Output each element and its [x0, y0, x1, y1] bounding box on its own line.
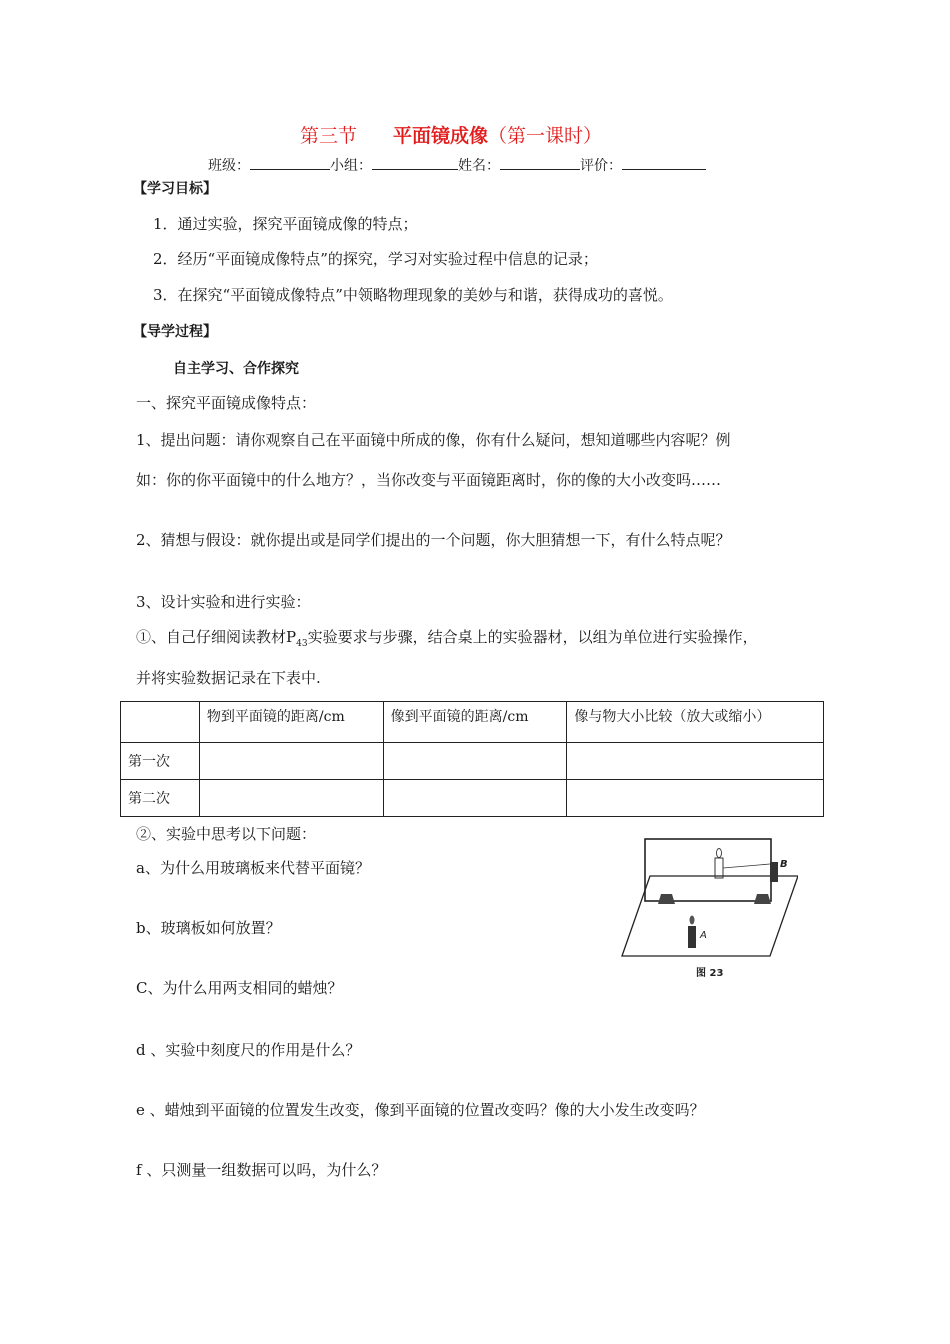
- question-c: C、为什么用两支相同的蜡烛？: [136, 979, 343, 997]
- candle-b: [770, 859, 788, 882]
- glass-stand-right: [754, 894, 771, 904]
- class-label: 班级：: [208, 158, 250, 174]
- step1-line1: [136, 627, 758, 654]
- eval-label: 评价：: [580, 158, 622, 174]
- glass-stand-left: [658, 894, 675, 904]
- goal-item-2: 2．经历“平面镜成像特点”的探究，学习对实验过程中信息的记录；: [153, 250, 598, 268]
- header-cell-blank: [121, 702, 200, 743]
- question1-line2: 如：你的你平面镜中的什么地方？，当你改变与平面镜距离时，你的像的大小改变吗……: [136, 471, 722, 489]
- student-info-line: [208, 155, 706, 175]
- step1-text-b: 实验要求与步骤，结合桌上的实验器材，以组为单位进行实验操作，: [307, 628, 758, 646]
- title-topic: 平面镜成像: [393, 125, 489, 147]
- row-label: 第一次: [121, 743, 200, 780]
- eval-field[interactable]: [622, 155, 706, 170]
- header-image-distance: 像到平面镜的距离/cm: [383, 702, 567, 743]
- step1-page-sub: 43: [296, 639, 308, 649]
- header-size-comparison: 像与物大小比较（放大或缩小）: [567, 702, 824, 743]
- goal-item-1: 1．通过实验，探究平面镜成像的特点；: [153, 215, 418, 233]
- candle-image: [715, 849, 723, 879]
- questions-intro: ②、实验中思考以下问题：: [136, 825, 317, 843]
- name-field[interactable]: [500, 155, 580, 170]
- question1-line1: 1、提出问题：请你观察自己在平面镜中所成的像，你有什么疑问，想知道哪些内容呢？例: [136, 431, 731, 449]
- page-title: [300, 123, 602, 149]
- table-cell[interactable]: [567, 780, 824, 817]
- question2: 2、猜想与假设：就你提出或是同学们提出的一个问题，你大胆猜想一下，有什么特点呢？: [136, 531, 731, 549]
- experiment-figure: [620, 834, 798, 982]
- group-label: 小组：: [330, 158, 372, 174]
- class-field[interactable]: [250, 155, 330, 170]
- goals-heading: 【学习目标】: [133, 181, 217, 197]
- question-b: b、玻璃板如何放置？: [136, 919, 281, 937]
- table-row: [121, 780, 824, 817]
- question-a: a、为什么用玻璃板来代替平面镜？: [136, 859, 370, 877]
- sight-line: [723, 864, 770, 868]
- goal-item-3: 3．在探究“平面镜成像特点”中领略物理现象的美妙与和谐，获得成功的喜悦。: [153, 286, 673, 304]
- table-cell[interactable]: [199, 743, 383, 780]
- table-header-row: [121, 702, 824, 743]
- step1-text-a: ①、自己仔细阅读教材P: [136, 628, 297, 646]
- step1-line2: 并将实验数据记录在下表中.: [136, 669, 321, 687]
- title-lesson: （第一课时）: [488, 125, 603, 147]
- table-row: [121, 743, 824, 780]
- candle-a-label: A: [700, 930, 707, 941]
- header-object-distance: 物到平面镜的距离/cm: [199, 702, 383, 743]
- process-subheading: 自主学习、合作探究: [173, 361, 299, 377]
- question3: 3、设计实验和进行实验：: [136, 593, 311, 611]
- table-cell[interactable]: [199, 780, 383, 817]
- table-cell[interactable]: [383, 743, 567, 780]
- title-section: 第三节: [300, 125, 358, 147]
- row-label: 第二次: [121, 780, 200, 817]
- question-f: f 、只测量一组数据可以吗，为什么？: [136, 1161, 387, 1179]
- figure-caption: 图 23: [696, 968, 724, 979]
- candle-a: [688, 916, 707, 949]
- process-heading: 【导学过程】: [133, 324, 217, 340]
- part1-heading: 一、探究平面镜成像特点：: [136, 394, 317, 412]
- glass-plate: [645, 839, 771, 901]
- group-field[interactable]: [372, 155, 458, 170]
- table-cell[interactable]: [567, 743, 824, 780]
- name-label: 姓名：: [458, 158, 500, 174]
- question-e: e 、蜡烛到平面镜的位置发生改变，像到平面镜的位置改变吗？像的大小发生改变吗？: [136, 1101, 705, 1119]
- table-cell[interactable]: [383, 780, 567, 817]
- candle-b-label: B: [780, 859, 788, 870]
- question-d: d 、实验中刻度尺的作用是什么？: [136, 1041, 361, 1059]
- data-table: [120, 701, 824, 817]
